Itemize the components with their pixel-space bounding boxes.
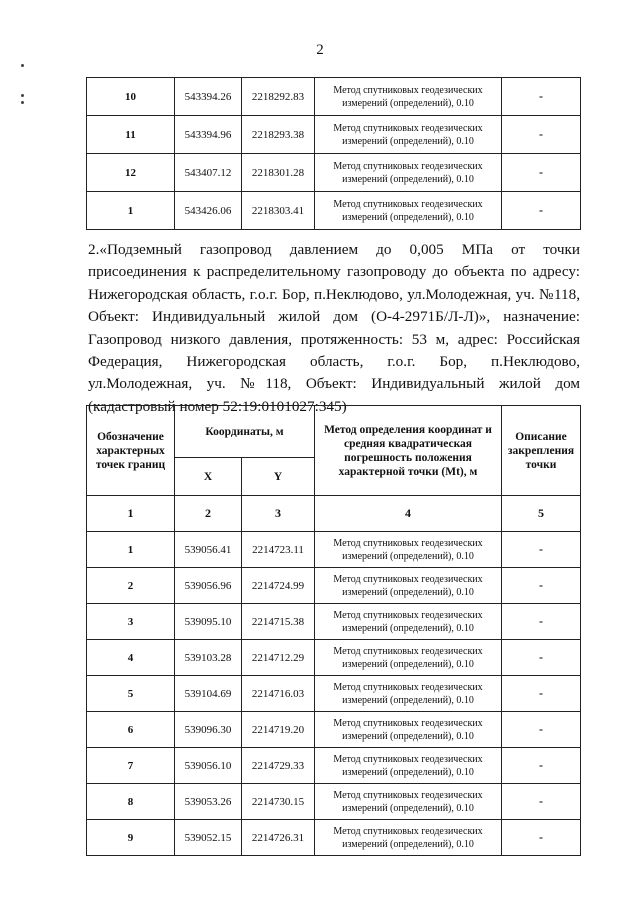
method-cell: Метод спутниковых геодезических измерений (определений), 0.10 <box>315 784 502 820</box>
object-description-paragraph: 2.«Подземный газопровод давлением до 0,005 МПа от точки присоединения к распределительному газопроводу до объекта по адресу: Нижегородская область, г.о.г. Бор, п.Неклюдово, ул.Молодежная, уч. №118, Объект: Индивидуальный жилой дом (О-4-2971Б/Л-Л)», назначение: Газопровод низкого давления, протяженность: 53 м, адрес: Российская Федерация, Нижегородская область, г.о.г. Бор, п.Неклюдово, ул.Молодежная, уч. №118, Объект: Индивидуальный жилой дом (кадастровый номер 52:19:0101027:345) <box>88 241 580 415</box>
table-row <box>87 78 581 116</box>
x-coordinate-cell: 543394.26 <box>175 78 242 116</box>
table-row <box>87 154 581 192</box>
table-row <box>87 820 581 856</box>
fixing-cell: - <box>502 784 581 820</box>
y-coordinate-cell: 2218303.41 <box>242 192 315 230</box>
table-row <box>87 532 581 568</box>
x-coordinate-cell: 539053.26 <box>175 784 242 820</box>
header-row <box>87 406 581 458</box>
margin-mark <box>21 101 24 104</box>
column-index: 2 <box>175 496 242 532</box>
method-header: Метод определения координат и средняя квадратическая погрешность положения характерной точки (Mt), м <box>315 406 502 496</box>
y-coordinate-cell: 2214723.11 <box>242 532 315 568</box>
x-coordinate-cell: 539096.30 <box>175 712 242 748</box>
point-number-cell: 8 <box>87 784 175 820</box>
fixing-cell: - <box>502 116 581 154</box>
y-coordinate-cell: 2218301.28 <box>242 154 315 192</box>
method-cell: Метод спутниковых геодезических измерений (определений), 0.10 <box>315 154 502 192</box>
x-coordinate-cell: 543426.06 <box>175 192 242 230</box>
x-coordinate-cell: 543394.96 <box>175 116 242 154</box>
x-coordinate-cell: 539052.15 <box>175 820 242 856</box>
fixing-cell: - <box>502 532 581 568</box>
method-cell: Метод спутниковых геодезических измерений (определений), 0.10 <box>315 116 502 154</box>
table-row <box>87 116 581 154</box>
fixing-cell: - <box>502 154 581 192</box>
point-number-cell: 5 <box>87 676 175 712</box>
point-number-cell: 10 <box>87 78 175 116</box>
method-cell: Метод спутниковых геодезических измерений (определений), 0.10 <box>315 568 502 604</box>
top-coordinates-table <box>86 77 581 230</box>
table-row <box>87 640 581 676</box>
point-number-cell: 4 <box>87 640 175 676</box>
fixing-cell: - <box>502 568 581 604</box>
method-cell: Метод спутниковых геодезических измерений (определений), 0.10 <box>315 78 502 116</box>
method-cell: Метод спутниковых геодезических измерений (определений), 0.10 <box>315 532 502 568</box>
point-number-cell: 7 <box>87 748 175 784</box>
point-number-cell: 1 <box>87 532 175 568</box>
fixing-cell: - <box>502 676 581 712</box>
x-coordinate-cell: 539056.10 <box>175 748 242 784</box>
table-row <box>87 748 581 784</box>
fixing-cell: - <box>502 604 581 640</box>
y-coordinate-cell: 2214716.03 <box>242 676 315 712</box>
point-number-cell: 12 <box>87 154 175 192</box>
x-header: X <box>175 458 242 496</box>
y-coordinate-cell: 2214729.33 <box>242 748 315 784</box>
method-cell: Метод спутниковых геодезических измерений (определений), 0.10 <box>315 820 502 856</box>
point-number-cell: 9 <box>87 820 175 856</box>
point-number-cell: 11 <box>87 116 175 154</box>
fixing-header: Описание закрепления точки <box>502 406 581 496</box>
table-row <box>87 676 581 712</box>
y-coordinate-cell: 2218292.83 <box>242 78 315 116</box>
coordinates-header: Координаты, м <box>175 406 315 458</box>
y-coordinate-cell: 2218293.38 <box>242 116 315 154</box>
table-row <box>87 604 581 640</box>
column-index: 1 <box>87 496 175 532</box>
point-number-cell: 1 <box>87 192 175 230</box>
point-number-cell: 2 <box>87 568 175 604</box>
table-row <box>87 784 581 820</box>
coordinates-table <box>86 405 581 856</box>
fixing-cell: - <box>502 78 581 116</box>
page-number: 2 <box>316 42 324 58</box>
column-index: 3 <box>242 496 315 532</box>
margin-mark <box>21 64 24 67</box>
x-coordinate-cell: 539056.96 <box>175 568 242 604</box>
table-row <box>87 192 581 230</box>
table-row <box>87 712 581 748</box>
point-number-cell: 3 <box>87 604 175 640</box>
y-coordinate-cell: 2214712.29 <box>242 640 315 676</box>
y-coordinate-cell: 2214724.99 <box>242 568 315 604</box>
y-coordinate-cell: 2214719.20 <box>242 712 315 748</box>
method-cell: Метод спутниковых геодезических измерений (определений), 0.10 <box>315 676 502 712</box>
column-index-row <box>87 496 581 532</box>
method-cell: Метод спутниковых геодезических измерений (определений), 0.10 <box>315 604 502 640</box>
fixing-cell: - <box>502 748 581 784</box>
fixing-cell: - <box>502 192 581 230</box>
x-coordinate-cell: 539056.41 <box>175 532 242 568</box>
method-cell: Метод спутниковых геодезических измерений (определений), 0.10 <box>315 712 502 748</box>
fixing-cell: - <box>502 640 581 676</box>
y-coordinate-cell: 2214730.15 <box>242 784 315 820</box>
fixing-cell: - <box>502 712 581 748</box>
x-coordinate-cell: 539103.28 <box>175 640 242 676</box>
method-cell: Метод спутниковых геодезических измерений (определений), 0.10 <box>315 640 502 676</box>
point-number-cell: 6 <box>87 712 175 748</box>
column-index: 4 <box>315 496 502 532</box>
fixing-cell: - <box>502 820 581 856</box>
column-index: 5 <box>502 496 581 532</box>
x-coordinate-cell: 543407.12 <box>175 154 242 192</box>
y-coordinate-cell: 2214726.31 <box>242 820 315 856</box>
margin-mark <box>21 94 24 97</box>
y-coordinate-cell: 2214715.38 <box>242 604 315 640</box>
designation-header: Обозначение характерных точек границ <box>87 406 175 496</box>
method-cell: Метод спутниковых геодезических измерений (определений), 0.10 <box>315 192 502 230</box>
method-cell: Метод спутниковых геодезических измерений (определений), 0.10 <box>315 748 502 784</box>
x-coordinate-cell: 539104.69 <box>175 676 242 712</box>
table-row <box>87 568 581 604</box>
y-header: Y <box>242 458 315 496</box>
x-coordinate-cell: 539095.10 <box>175 604 242 640</box>
